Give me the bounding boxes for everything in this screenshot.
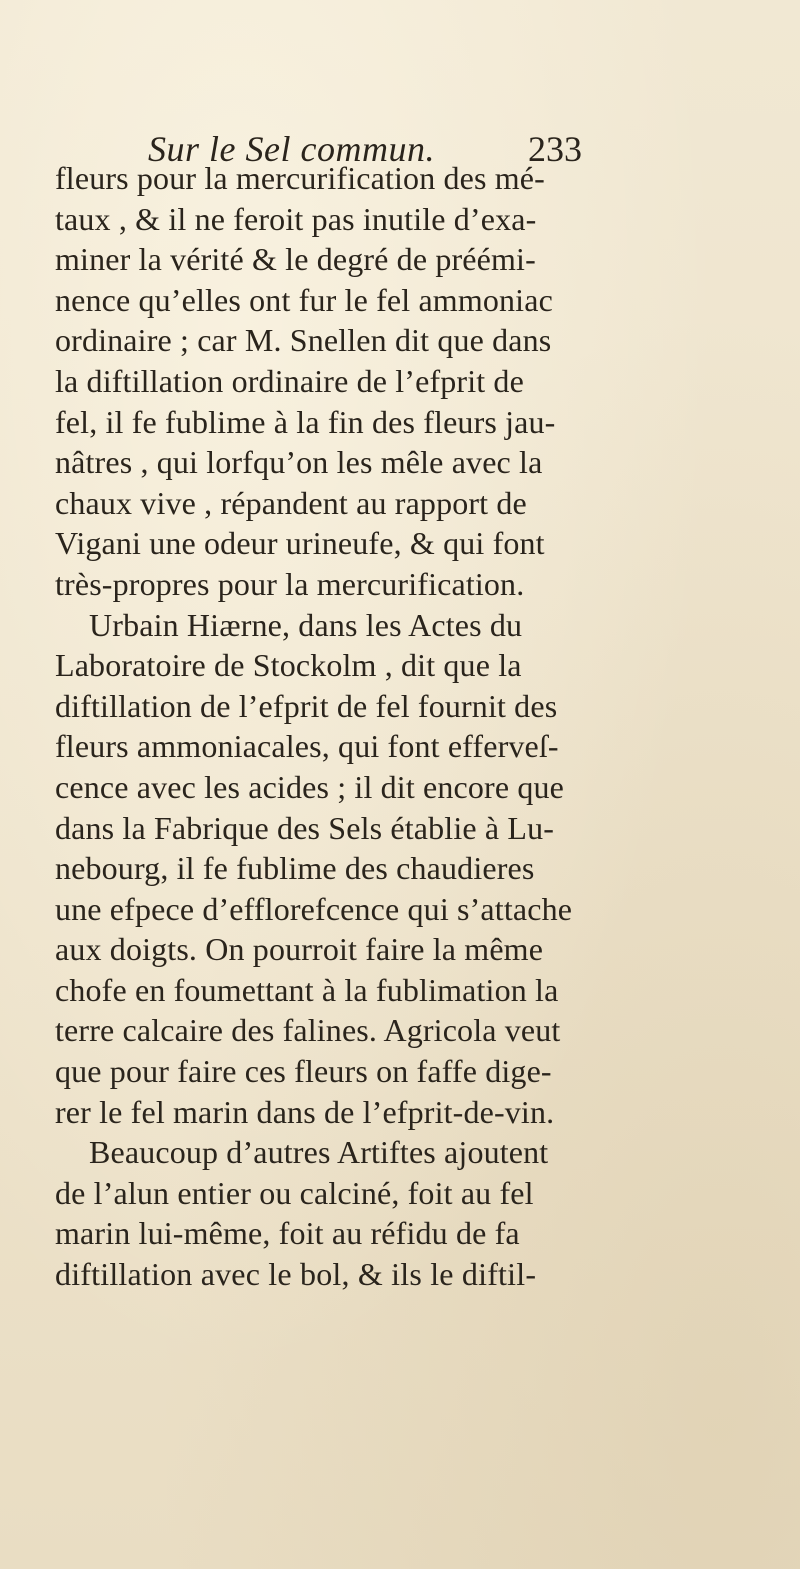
text-line: chaux vive , répandent au rapport de bbox=[55, 484, 527, 521]
text-line: dans la Fabrique des Sels établie à Lu- bbox=[55, 809, 555, 846]
text-line: Laboratoire de Stockolm , dit que la bbox=[55, 647, 522, 684]
text-line: nâtres , qui lorfqu’on les mêle avec la bbox=[55, 444, 543, 481]
text-line: fel, il fe fublime à la fin des fleurs jau- bbox=[55, 403, 556, 440]
text-line: fleurs pour la mercurification des mé- bbox=[55, 160, 545, 196]
text-line: Vigani une odeur urineufe, & qui font bbox=[55, 525, 545, 562]
running-title: Sur le Sel commun. bbox=[148, 129, 435, 169]
text-line: marin lui-même, foit au réfidu de fa bbox=[55, 1215, 520, 1252]
text-line: que pour faire ces fleurs on faffe dige- bbox=[55, 1053, 552, 1090]
text-line: diftillation avec le bol, & ils le diftil- bbox=[55, 1256, 537, 1293]
page-number: 233 bbox=[528, 129, 582, 169]
paragraph-start-line: Urbain Hiærne, dans les Actes du bbox=[89, 606, 523, 643]
text-line: très-propres pour la mercurification. bbox=[55, 565, 525, 602]
text-line: nence qu’elles ont fur le fel ammoniac bbox=[55, 281, 553, 318]
text-line: diftillation de l’efprit de fel fournit des bbox=[55, 687, 558, 724]
text-line: chofe en foumettant à la fublimation la bbox=[55, 971, 559, 1008]
text-line: la diftillation ordinaire de l’efprit de bbox=[55, 362, 524, 399]
text-line: cence avec les acides ; il dit encore que bbox=[55, 768, 564, 805]
text-line: aux doigts. On pourroit faire la même bbox=[55, 931, 544, 968]
text-line: ordinaire ; car M. Snellen dit que dans bbox=[55, 322, 552, 359]
text-line: miner la vérité & le degré de préémi- bbox=[55, 241, 536, 278]
text-line: taux , & il ne feroit pas inutile d’exa- bbox=[55, 200, 537, 237]
text-line: nebourg, il fe fublime des chaudieres bbox=[55, 850, 535, 887]
text-line: fleurs ammoniacales, qui font efferveſ- bbox=[55, 728, 559, 765]
paragraph-start-line: Beaucoup d’autres Artiftes ajoutent bbox=[89, 1134, 549, 1171]
text-line: rer le fel marin dans de l’efprit-de-vin. bbox=[55, 1093, 555, 1130]
text-line: de l’alun entier ou calciné, foit au fel bbox=[55, 1174, 534, 1211]
body-text bbox=[55, 158, 625, 1295]
text-line: terre calcaire des falines. Agricola veut bbox=[55, 1012, 561, 1049]
text-line: une efpece d’efflorefcence qui s’attache bbox=[55, 890, 573, 927]
